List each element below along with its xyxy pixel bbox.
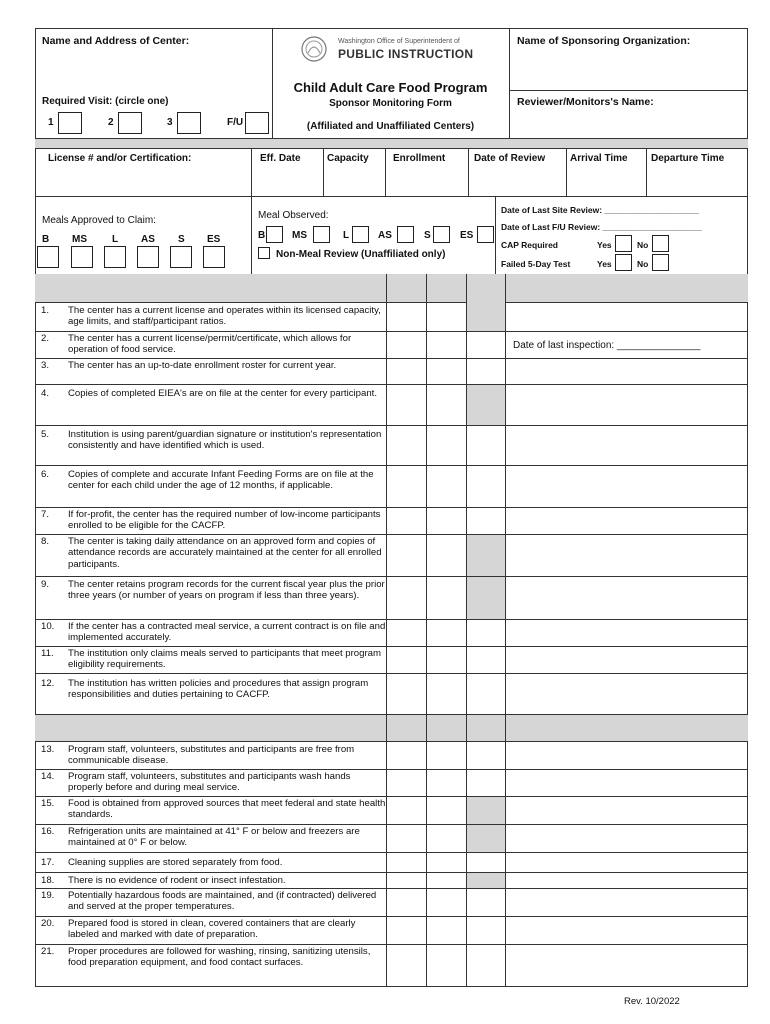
list-item: 1. The center has a current license and operates within its licensed capacity, age limits, and staff/participant ratios.	[41, 305, 381, 328]
form-subtitle: (Affiliated and Unaffiliated Centers)	[306, 121, 475, 132]
required-visit-label: Required Visit: (circle one)	[42, 96, 169, 107]
sponsor-label: Name of Sponsoring Organization:	[517, 35, 691, 47]
observed-code-s: S	[424, 230, 431, 241]
cap-yes-box[interactable]	[615, 235, 632, 252]
inspection-note: Date of last inspection: _______________	[513, 340, 701, 351]
list-item: 11. The institution only claims meals served to participants that meet program eligibility requirements.	[41, 648, 382, 671]
observed-box-ms[interactable]	[313, 226, 330, 243]
approved-code-as: AS	[141, 234, 155, 245]
failed-test-label: Failed 5-Day Test	[501, 259, 571, 269]
cap-no-box[interactable]	[652, 235, 669, 252]
list-item: 18. There is no evidence of rodent or insect infestation.	[41, 875, 286, 886]
non-meal-label: Non-Meal Review (Unaffiliated only)	[276, 249, 446, 260]
visit-box-2[interactable]	[118, 112, 142, 134]
approved-box-s[interactable]	[170, 246, 192, 268]
capacity-label: Capacity	[327, 153, 369, 164]
approved-box-b[interactable]	[37, 246, 59, 268]
program-title: Child Adult Care Food Program	[293, 80, 488, 95]
visit-box-1[interactable]	[58, 112, 82, 134]
observed-box-l[interactable]	[352, 226, 369, 243]
visit-option-3: 3	[167, 117, 173, 128]
list-item: 12. The institution has written policies and procedures that assign program responsibilities and duties pertaining to CACFP.	[41, 678, 369, 701]
list-item: 16. Refrigeration units are maintained at 41° F or below and freezers are maintained at 0° F or below.	[41, 826, 360, 849]
license-label: License # and/or Certification:	[48, 153, 192, 164]
list-item: 14. Program staff, volunteers, substitutes and participants wash hands properly before and during meal service.	[41, 771, 351, 794]
visit-option-2: 2	[108, 117, 114, 128]
non-meal-checkbox[interactable]	[258, 247, 270, 259]
list-item: 2. The center has a current license/permit/certificate, which allows for operation of food service.	[41, 333, 352, 356]
failed-yes-box[interactable]	[615, 254, 632, 271]
failed-no-box[interactable]	[652, 254, 669, 271]
approved-code-b: B	[42, 234, 50, 245]
approved-code-ms: MS	[72, 234, 87, 245]
list-item: 15. Food is obtained from approved sources that meet federal and state health standards.	[41, 798, 386, 821]
observed-code-as: AS	[378, 230, 392, 241]
date-of-review-label: Date of Review	[474, 153, 546, 164]
observed-box-s[interactable]	[433, 226, 450, 243]
logo-small-text: Washington Office of Superintendent of	[338, 38, 460, 45]
cap-yes-label: Yes	[597, 240, 612, 250]
reviewer-label: Reviewer/Monitors's Name:	[517, 96, 654, 108]
list-item: 4. Copies of completed EIEA's are on file at the center for every participant.	[41, 388, 377, 399]
list-item: 17. Cleaning supplies are stored separately from food.	[41, 857, 283, 868]
visit-option-fu: F/U	[227, 117, 244, 128]
visit-box-fu[interactable]	[245, 112, 269, 134]
meal-observed-label: Meal Observed:	[258, 210, 329, 221]
observed-code-l: L	[343, 230, 350, 241]
last-site-review: Date of Last Site Review: ____________________	[501, 205, 699, 215]
departure-time-label: Departure Time	[651, 153, 725, 164]
list-item: 21. Proper procedures are followed for washing, rinsing, sanitizing utensils, food preparation equipment, and food contact surfaces.	[41, 946, 371, 969]
last-fu-review: Date of Last F/U Review: _____________________	[501, 222, 702, 232]
ospi-seal-icon	[300, 35, 328, 63]
list-item: 8. The center is taking daily attendance on an approved form and copies of attendance records are accurately maintained at the center for all enrolled participants.	[41, 536, 382, 570]
eff-date-label: Eff. Date	[260, 153, 301, 164]
cap-no-label: No	[637, 240, 649, 250]
approved-box-ms[interactable]	[71, 246, 93, 268]
approved-box-as[interactable]	[137, 246, 159, 268]
list-item: 3. The center has an up-to-date enrollment roster for current year.	[41, 360, 337, 371]
ospi-logo	[300, 34, 500, 66]
approved-box-es[interactable]	[203, 246, 225, 268]
enrollment-label: Enrollment	[393, 153, 446, 164]
list-item: 19. Potentially hazardous foods are maintained, and (if contracted) delivered and served at the proper temperatures.	[41, 890, 377, 913]
visit-option-1: 1	[48, 117, 54, 128]
failed-no-label: No	[637, 259, 649, 269]
arrival-time-label: Arrival Time	[570, 153, 628, 164]
logo-big-text: PUBLIC INSTRUCTION	[338, 47, 474, 61]
section1-header-shade	[35, 274, 748, 302]
header-divider-strip	[35, 138, 748, 148]
approved-code-s: S	[178, 234, 185, 245]
observed-box-as[interactable]	[397, 226, 414, 243]
observed-box-b[interactable]	[266, 226, 283, 243]
observed-code-ms: MS	[292, 230, 307, 241]
list-item: 6. Copies of complete and accurate Infant Feeding Forms are on file at the center for each child under the age of 12 months, if applicable.	[41, 469, 374, 492]
observed-code-es: ES	[460, 230, 474, 241]
cap-required-label: CAP Required	[501, 240, 558, 250]
center-name-label: Name and Address of Center:	[42, 35, 190, 47]
revision-label: Rev. 10/2022	[624, 996, 680, 1007]
observed-box-es[interactable]	[477, 226, 494, 243]
failed-yes-label: Yes	[597, 259, 612, 269]
list-item: 20. Prepared food is stored in clean, covered containers that are clearly labeled and marked with date of preparation.	[41, 918, 356, 941]
list-item: 7. If for-profit, the center has the required number of low-income participants enrolled to be eligible for the CACFP.	[41, 509, 381, 532]
observed-code-b: B	[258, 230, 266, 241]
approved-code-es: ES	[207, 234, 221, 245]
list-item: 5. Institution is using parent/guardian signature or institution's representation consistently and have identified which is used.	[41, 429, 382, 452]
meals-approved-label: Meals Approved to Claim:	[42, 215, 156, 226]
approved-code-l: L	[112, 234, 119, 245]
section2-header-shade	[35, 714, 748, 741]
list-item: 13. Program staff, volunteers, substitutes and participants are free from communicable disease.	[41, 744, 355, 767]
form-title: Sponsor Monitoring Form	[329, 98, 452, 109]
list-item: 10. If the center has a contracted meal service, a current contract is on file and implemented accurately.	[41, 621, 386, 644]
approved-box-l[interactable]	[104, 246, 126, 268]
list-item: 9. The center retains program records for the current fiscal year plus the prior three years (or number of years on program if less than three years).	[41, 579, 385, 602]
visit-box-3[interactable]	[177, 112, 201, 134]
